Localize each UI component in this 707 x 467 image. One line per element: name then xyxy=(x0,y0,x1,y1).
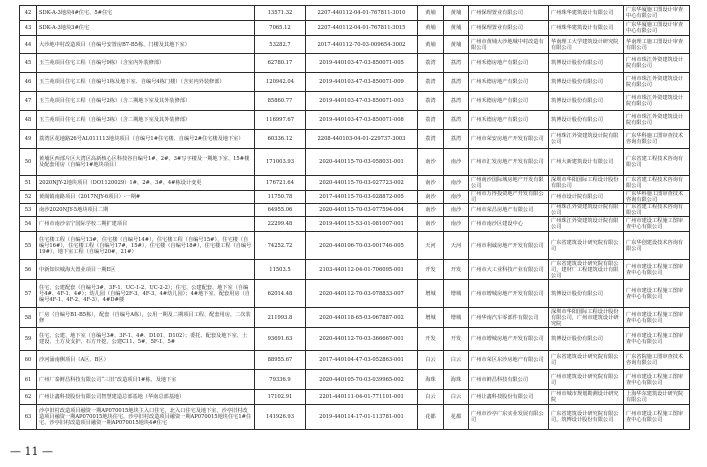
project-code: 2020-440112-70-03-078833-007 xyxy=(306,280,418,308)
table-row xyxy=(20,204,690,217)
town: 黄埔 xyxy=(444,6,469,21)
table-row xyxy=(20,149,690,176)
building-area: 13571.32 xyxy=(255,6,306,21)
row-number: 53 xyxy=(20,204,37,217)
table-row xyxy=(20,232,690,260)
district: 荔湾 xyxy=(418,92,444,111)
district: 黄埔 xyxy=(418,36,444,54)
district: 南沙 xyxy=(418,149,444,176)
table-row xyxy=(20,280,690,308)
project-code: 2019-440115-53-01-081007-001 xyxy=(306,217,418,232)
row-number: 61 xyxy=(20,370,37,390)
row-number: 44 xyxy=(20,36,37,54)
review-unit: 广州市珠江外资建筑设计院有限公司 xyxy=(624,54,690,73)
project-name: 广州让鑫科技股份有限公司智慧建造总部基地（华南总部基地） xyxy=(37,390,255,405)
project-name: 沙亭旧村改造项目融资一期AP070015地块主入口住宅，北入口住宅及地下室，沙亭旧村改造项目融资一期AP070015地块住宅，沙亭旧村改造项目融资一期AP070015地块住宅1#住宅、沙亭旧村改造项目融资一期AP070015地块4#住宅 xyxy=(37,405,255,430)
table-row xyxy=(20,92,690,111)
builder-name: 广州市鲜昌科技有限公司 xyxy=(469,370,549,390)
building-area: 62014.48 xyxy=(255,280,306,308)
town: 黄埔 xyxy=(444,36,469,54)
building-area: 120942.04 xyxy=(255,73,306,92)
project-name: 2020NJY-2地块项目（DO1120029）1#、2#、3#、4#栋设计变更 xyxy=(37,176,255,191)
builder-name: 广州华南汽车零部件有限公司 xyxy=(469,308,549,328)
builder-name: 广州禾德房地产有限公司 xyxy=(469,73,549,92)
project-name: 广州厂泰鲜昌科技有限公司“三旧”改造项目1#栋、及地下室 xyxy=(37,370,255,390)
project-name: 玉兰苑项目住宅工程（自编号3栋）（含二期地下室及其外装修部） xyxy=(37,111,255,130)
project-name: 荔湾区花地路26号AL011113地块项目（自编号1#住宅楼、自编号2#住宅楼及地下室） xyxy=(37,130,255,149)
row-number: 57 xyxy=(20,280,37,308)
design-unit: 广东省建筑设计研究院有限公司，筑博设计股份有限公司 xyxy=(549,405,624,430)
builder-name: 广州市沙亭广东实业发展有限公司 xyxy=(469,405,549,430)
design-unit: 筑博设计股份有限公司 xyxy=(549,73,624,92)
design-unit: 深圳市华阳国际工程设计股份有限公司，广州市建筑设计研究院 xyxy=(549,308,624,328)
review-unit: 广州市珠江外资建筑设计院有限公司 xyxy=(624,73,690,92)
review-unit: 广州市建设工程施工图审查中心有限公司 xyxy=(624,308,690,328)
project-code: 2207-440112-04-01-767811-3015 xyxy=(306,21,418,36)
page-number: — 11 — xyxy=(10,445,53,458)
design-unit: 广东省建筑设计研究院有限公司，建材厂工程建筑设计有限公司 xyxy=(549,260,624,280)
review-unit: 广东省建工程技术咨询有限公司 xyxy=(624,204,690,217)
town: 荔湾 xyxy=(444,54,469,73)
district: 黄埔 xyxy=(418,21,444,36)
building-area: 11503.5 xyxy=(255,260,306,280)
project-name: 住宅、公建配套（自编号3#、3F-1、UC-1-2、UC-2-2）；住宅、公建配套、地下室（自编号4#、4F-1、4#）；幼儿园（自编号2F-3、4F-3、4#幼儿园）；4#地下室、配套用房（自编号4F-1、4F-2、4F-3）、4#D#楼 xyxy=(37,280,255,308)
design-unit: 广东省建筑设计研究院有限公司 xyxy=(549,232,624,260)
review-unit: 广东华创建设技术咨询有限公司 xyxy=(624,232,690,260)
design-unit: 广州市建筑设计研究院有限公司 xyxy=(549,370,624,390)
project-code: 2017-440115-70-03-028872-005 xyxy=(306,191,418,204)
review-unit: 广州市建设工程施工图审查中心有限公司 xyxy=(624,217,690,232)
table-row xyxy=(20,191,690,204)
district: 荔湾 xyxy=(418,130,444,149)
town: 花都 xyxy=(444,405,469,430)
building-area: 22299.48 xyxy=(255,217,306,232)
town: 增城 xyxy=(444,308,469,328)
district: 南沙 xyxy=(418,191,444,204)
building-area: 64955.06 xyxy=(255,204,306,217)
project-name: SDK-A-3地块3#住宅 xyxy=(37,21,255,36)
district: 开发 xyxy=(418,328,444,351)
project-code: 2020-440115-70-03-058031-001 xyxy=(306,149,418,176)
district: 南沙 xyxy=(418,204,444,217)
table-row xyxy=(20,390,690,405)
table-row xyxy=(20,130,690,149)
project-code: 2020-440105-70-03-039965-002 xyxy=(306,370,418,390)
town: 南沙 xyxy=(444,176,469,191)
building-area: 7065.12 xyxy=(255,21,306,36)
town: 开发 xyxy=(444,328,469,351)
project-code: 2019-440103-47-03-850071-008 xyxy=(306,111,418,130)
town: 开发 xyxy=(444,260,469,280)
project-code: 2019-440103-47-03-850071-005 xyxy=(306,54,418,73)
builder-name: 广州市荣昌房地产有限公司 xyxy=(469,204,549,217)
review-unit: 广州市珠江外资建筑设计院有限公司 xyxy=(624,92,690,111)
building-area: 62780.17 xyxy=(255,54,306,73)
builder-name: 广州市荣安房地产开发有限公司 xyxy=(469,130,549,149)
review-unit: 华南理工施工图设计审查有限公司 xyxy=(624,36,690,54)
building-area: 176721.64 xyxy=(255,176,306,191)
row-number: 59 xyxy=(20,328,37,351)
row-number: 43 xyxy=(20,21,37,36)
project-name: 中新知识城海大置业项目一期E区 xyxy=(37,260,255,280)
row-number: 45 xyxy=(20,54,37,73)
district: 荔湾 xyxy=(418,54,444,73)
design-unit: 广州市城市规划勘测设计研究院 xyxy=(549,390,624,405)
project-code: 2020-440112-70-03-366667-001 xyxy=(306,328,418,351)
builder-name: 广州市增城房地产开发有限公司 xyxy=(469,280,549,308)
table-row xyxy=(20,73,690,92)
row-number: 55 xyxy=(20,232,37,260)
district: 南沙 xyxy=(418,176,444,191)
builder-name: 广州让鑫科技股份有限公司 xyxy=(469,390,549,405)
building-area: 74252.72 xyxy=(255,232,306,260)
builder-name: 广州保理置业有限公司 xyxy=(469,6,549,21)
building-area: 93691.63 xyxy=(255,328,306,351)
project-name: 南沙2020NJY-5地块项目二期 xyxy=(37,204,255,217)
project-name: 广州市南沙亲宁国际学校二期扩建项目 xyxy=(37,217,255,232)
project-table-container xyxy=(19,5,689,430)
town: 南沙 xyxy=(444,204,469,217)
row-number: 58 xyxy=(20,308,37,328)
design-unit: 筑博设计股份有限公司 xyxy=(549,54,624,73)
building-area: 17102.91 xyxy=(255,390,306,405)
building-area: 11750.78 xyxy=(255,191,306,204)
town: 荔湾 xyxy=(444,92,469,111)
table-row xyxy=(20,176,690,191)
project-code: 2201-440111-04-01-771101-001 xyxy=(306,390,418,405)
district: 花都 xyxy=(418,405,444,430)
design-unit: 广州珠江外资建筑设计院有限公司 xyxy=(549,130,624,149)
project-code: 2020-440115-70-03-027723-002 xyxy=(306,176,418,191)
builder-name: 广州禾德房地产有限公司 xyxy=(469,54,549,73)
district: 黄埔 xyxy=(418,6,444,21)
project-code: 2017-440104-47-03-052863-001 xyxy=(306,351,418,370)
project-name: SDK-A-3地块4#住宅、5#住宅 xyxy=(37,6,255,21)
building-area: 171003.93 xyxy=(255,149,306,176)
town: 白云 xyxy=(444,390,469,405)
project-name: 玉兰苑项目住宅工程（自编号9栋）（含室内外装修部） xyxy=(37,54,255,73)
building-area: 79336.9 xyxy=(255,370,306,390)
table-row xyxy=(20,351,690,370)
project-code: 2020-440115-70-03-077594-004 xyxy=(306,204,418,217)
design-unit: 深圳市华阳国际工程设计股份有限公司 xyxy=(549,176,624,191)
project-name: 大沙地中村改造项目（自编号安置房B7-B5栋、门楼及其地下室） xyxy=(37,36,255,54)
builder-name: 广州南沙国际城房地产开发有限公司 xyxy=(469,176,549,191)
row-number: 56 xyxy=(20,260,37,280)
row-number: 48 xyxy=(20,111,37,130)
district: 白云 xyxy=(418,390,444,405)
builder-name: 广州市南沙区建设中心 xyxy=(469,217,549,232)
district: 增城 xyxy=(418,308,444,328)
town: 黄埔 xyxy=(444,21,469,36)
table-body xyxy=(20,6,690,430)
project-name: 玉兰苑项目住宅工程（自编号2栋）（含二期地下室及其外装修部） xyxy=(37,92,255,111)
design-unit: 华南理工大学建筑设计研究院有限公司 xyxy=(549,36,624,54)
town: 天河 xyxy=(444,232,469,260)
project-name: 沙河涌南侧项目（A区、B区） xyxy=(37,351,255,370)
project-code: 2208-440103-04-01-229737-3003 xyxy=(306,130,418,149)
table-row xyxy=(20,370,690,390)
row-number: 60 xyxy=(20,351,37,370)
row-number: 49 xyxy=(20,130,37,149)
builder-name: 广州市黄埔大沙地城中村改造有限公司 xyxy=(469,36,549,54)
row-number: 42 xyxy=(20,6,37,21)
building-area: 141926.93 xyxy=(255,405,306,430)
design-unit: 广州大新建筑设计有限公司 xyxy=(549,149,624,176)
table-row xyxy=(20,260,690,280)
district: 白云 xyxy=(418,351,444,370)
design-unit: 广州珠华建筑设计有限公司 xyxy=(549,21,624,36)
design-unit: 筑博设计股份有限公司 xyxy=(549,92,624,111)
district: 荔湾 xyxy=(418,73,444,92)
district: 开发 xyxy=(418,260,444,280)
row-number: 54 xyxy=(20,217,37,232)
project-code: 2020-440106-70-03-001746-005 xyxy=(306,232,418,260)
review-unit: 广州市珠江外资建筑设计院有限公司 xyxy=(624,111,690,130)
row-number: 46 xyxy=(20,73,37,92)
project-code: 2019-440114-17-01-113781-001 xyxy=(306,405,418,430)
review-unit: 广州市建设工程施工图审查中心有限公司 xyxy=(624,280,690,308)
building-area: 85860.77 xyxy=(255,92,306,111)
town: 南沙 xyxy=(444,217,469,232)
builder-name: 广州禾德房地产有限公司 xyxy=(469,111,549,130)
review-unit: 广东省建工程技术咨询有限公司 xyxy=(624,176,690,191)
review-unit: 广州市建设工程施工图审查中心有限公司 xyxy=(624,328,690,351)
project-code: 2103-440112-04-01-706095-001 xyxy=(306,260,418,280)
building-area: 88955.67 xyxy=(255,351,306,370)
review-unit: 广东华科施工图审查技术咨询有限公司 xyxy=(624,130,690,149)
design-unit: 广州市设计院有限公司 xyxy=(549,191,624,204)
review-unit: 广东省院施工图审查技术咨询有限公司 xyxy=(624,351,690,370)
design-unit: 筑博设计股份有限公司 xyxy=(549,280,624,308)
project-name: 黄阁镇南路项目（2017NJY-6项目）-一期# xyxy=(37,191,255,204)
district: 海珠 xyxy=(418,370,444,390)
design-unit: 广州珠江外资建筑设计院有限公司 xyxy=(549,204,624,217)
row-number: 63 xyxy=(20,405,37,430)
town: 荔湾 xyxy=(444,130,469,149)
project-table xyxy=(19,5,690,430)
builder-name: 广州市增城房地产开发有限公司 xyxy=(469,328,549,351)
project-code: 2019-440103-47-03-850071-003 xyxy=(306,92,418,111)
project-name: 住宅楼工程（自编号13#，住宅楼（自编号14#），住宅楼工程（自编号15#），住宅楼（自编号16#），住宅楼工程（自编号17#，15#），住宅楼（自编号18#），住宅楼工程（自编号19#），地下室工程（自编号20#，21#） xyxy=(37,232,255,260)
row-number: 51 xyxy=(20,176,37,191)
table-row xyxy=(20,111,690,130)
project-name: 黄埔区西部片区大湾区高新核心区科技谷自编号1#、2#、3#写字楼及一期地下室、15#楼及配套用房（自编号1#地块项目） xyxy=(37,149,255,176)
review-unit: 广东华厦施工图设计审查中心有限公司 xyxy=(624,21,690,36)
builder-name: 广州市利诚房地产开发有限公司 xyxy=(469,232,549,260)
builder-name: 广州市荣区东沙房地产有限公司 xyxy=(469,351,549,370)
district: 南沙 xyxy=(418,217,444,232)
row-number: 62 xyxy=(20,390,37,405)
builder-name: 广州保理置业有限公司 xyxy=(469,21,549,36)
review-unit: 广州市建设工程施工图审查中心有限公司 xyxy=(624,405,690,430)
town: 南沙 xyxy=(444,191,469,204)
district: 增城 xyxy=(418,280,444,308)
review-unit: 上海华东建筑设计研究院有限公司 xyxy=(624,390,690,405)
town: 海珠 xyxy=(444,370,469,390)
review-unit: 广州市建设工程施工图审查中心有限公司 xyxy=(624,370,690,390)
review-unit: 广东华厦施工图设计审查中心有限公司 xyxy=(624,6,690,21)
table-row xyxy=(20,328,690,351)
town: 白云 xyxy=(444,351,469,370)
project-code: 2017-440112-70-03-009654-3002 xyxy=(306,36,418,54)
project-name: 住宅、公建、地下室（自编号3#、3F-1、4#、D101、D102）；委托、配套及地下室、土建设、土方及支护、石方开挖、公建C11、5#、5F-1、5# xyxy=(37,328,255,351)
building-area: 60336.12 xyxy=(255,130,306,149)
project-code: 2020-440118-65-03-067887-002 xyxy=(306,308,418,328)
town: 增城 xyxy=(444,280,469,308)
district: 荔湾 xyxy=(418,111,444,130)
builder-name: 广州市汇发房地产开发有限公司 xyxy=(469,149,549,176)
town: 荔湾 xyxy=(444,111,469,130)
design-unit: 筑博设计股份有限公司 xyxy=(549,111,624,130)
project-code: 2207-440112-04-01-767811-3010 xyxy=(306,6,418,21)
row-number: 50 xyxy=(20,149,37,176)
town: 南沙 xyxy=(444,149,469,176)
project-name: 玉兰苑项目住宅工程（自编号1栋及地下室、自编号4栋门楼）（含室内外装修部） xyxy=(37,73,255,92)
building-area: 116997.67 xyxy=(255,111,306,130)
table-row xyxy=(20,36,690,54)
table-row xyxy=(20,6,690,21)
builder-name: 广州市万得投资地产开发有限公司 xyxy=(469,191,549,204)
table-row xyxy=(20,308,690,328)
table-row xyxy=(20,405,690,430)
review-unit: 广东华科施工图审查技术咨询有限公司 xyxy=(624,191,690,204)
town: 荔湾 xyxy=(444,73,469,92)
table-row xyxy=(20,54,690,73)
building-area: 211993.8 xyxy=(255,308,306,328)
builder-name: 广州禾德房地产有限公司 xyxy=(469,92,549,111)
building-area: 53282.7 xyxy=(255,36,306,54)
project-code: 2019-440103-47-03-850071-009 xyxy=(306,73,418,92)
review-unit: 广州市建设工程施工图审查中心有限公司 xyxy=(624,260,690,280)
project-name: 厂房（自编号B1-B5栋），配套（自编号A栋），公用一期及二期项目工程、配套用房、二次装修 xyxy=(37,308,255,328)
district: 天河 xyxy=(418,232,444,260)
table-row xyxy=(20,21,690,36)
design-unit: 广东省建筑设计研究院有限公司 xyxy=(549,351,624,370)
design-unit: 广州珠江外资建筑设计院有限公司 xyxy=(549,217,624,232)
row-number: 47 xyxy=(20,92,37,111)
review-unit: 广东省建工程技术咨询有限公司 xyxy=(624,149,690,176)
design-unit: 筑博设计股份有限公司 xyxy=(549,328,624,351)
table-row xyxy=(20,217,690,232)
design-unit: 广州珠华建筑设计有限公司 xyxy=(549,6,624,21)
builder-name: 广州市大工业科技产业有限公司 xyxy=(469,260,549,280)
row-number: 52 xyxy=(20,191,37,204)
